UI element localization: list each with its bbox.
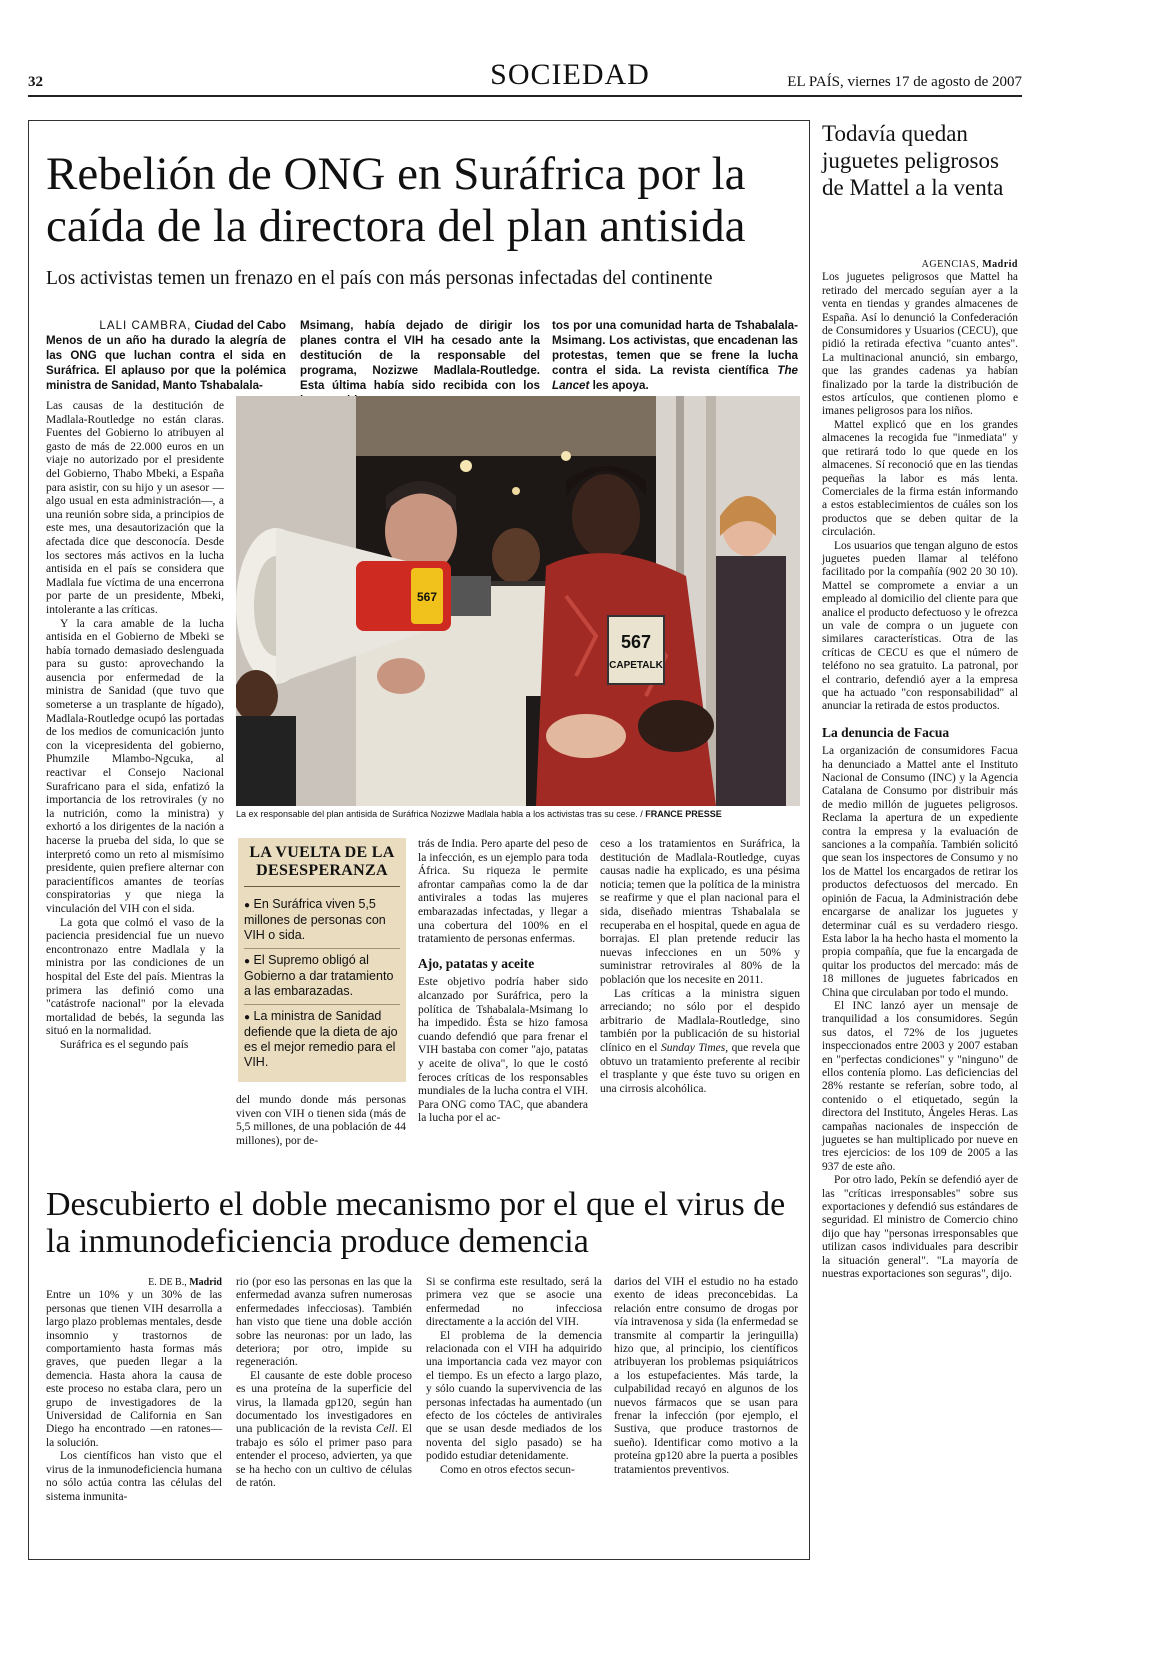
photo-credit: FRANCE PRESSE <box>645 809 722 819</box>
body-column-1 <box>46 400 224 1053</box>
paragraph: Este objetivo podría haber sido alcanzado por Suráfrica, pero la política de Tshabalala-Msimang lo ha impedido. Ésta se hizo famosa cuando defendió que para frenar el VIH bastaba con comer "ajo, patatas y aceite de oliva", lo que le costó feroces críticas de los responsables mundiales de la lucha contra el VIH. Para ONG como TAC, que abandera la lucha por el ac- <box>418 976 588 1125</box>
second-headline: Descubierto el doble mecanismo por el que el virus de la inmunodeficiencia produce demencia <box>46 1186 786 1260</box>
second-story-column-3 <box>426 1276 602 1477</box>
paragraph: La organización de consumidores Facua ha denunciado a Mattel ante el Instituto Nacional de Consumo (INC) y la Agencia Catalana de Consumo por distribuir más de medio millón de juguetes peligrosos. Reclama la apertura de un expediente contra la empresa y la evaluación de sanciones a la compañía. También solicitó que sean los inspectores de Consumo y no los de Mattel los encargados de retirar los productos defectuosos del mercado. En opinión de Facua, la Administración debe encargarse de analizar los juguetes y determinar cuál es su verdadero riesgo. Esta labor la ha hecho hasta el momento la propia compañía, que fue la encargada de quitar los productos del mercado: más de 18 millones de juguetes fabricados en China que circulaban por todo el mundo. <box>822 745 1018 999</box>
lead-column-1 <box>46 318 286 393</box>
paragraph: Mattel explicó que en los grandes almacenes la recogida fue "inmediata" y que retirará todo lo que quede en los almacenes. Sí reconoció que en las tiendas pequeñas la labor es más lenta. Comerciales de la firma están informando a estos establecimientos de cuáles son los productos que se deben quitar de la circulación. <box>822 418 1018 539</box>
second-story-column-2 <box>236 1276 412 1491</box>
paragraph: Entre un 10% y un 30% de las personas que tienen VIH desarrolla a largo plazo problemas mentales, desde insomnio y trastornos de comportamiento hasta formas más graves, que pueden llegar a la demencia. Hasta ahora la causa de este proceso no estaba clara, pero un grupo de investigadores de la Universidad de California en San Diego ha encontrado —en ratones— la solución. <box>46 1289 222 1449</box>
paragraph-text: El causante de este doble proceso es una proteína de la superficie del virus, la llamada gp120, según han documentado los investigadores en una publicación de la revista <box>236 1369 412 1436</box>
journal-name: The Lancet <box>552 364 798 392</box>
lead-text-1: Menos de un año ha durado la alegría de las ONG que luchan contra el sida en Suráfrica. El aplauso por que la polémica ministra de Sanidad, Manto Tshabalala- <box>46 334 286 392</box>
newspaper-name: Sunday Times <box>661 1041 726 1054</box>
megaphone-badge-text: 567 <box>416 590 438 604</box>
lead-column-2 <box>300 318 540 408</box>
byline <box>46 1276 222 1289</box>
mic-badge-number: 567 <box>620 632 652 652</box>
paragraph: Los científicos han visto que el virus de la inmunodeficiencia humana no sólo actúa contra las células del sistema inmunita- <box>46 1450 222 1503</box>
paragraph: Los usuarios que tengan alguno de estos juguetes pueden llamar al teléfono facilitado por la compañía (902 20 30 10). Mattel se compromete a enviar a un empleado al domicilio del cliente para que analice el producto defectuoso y le ofrezca un vale de compra o un juguete con similares características. Otra de las críticas de CECU es que el número de teléfono no sea gratuito. La patronal, por el contrario, defendió ayer a la empresa que ha actuado "con responsabilidad" al anunciar la retirada de estos productos. <box>822 539 1018 713</box>
paragraph: Suráfrica es el segundo país <box>60 1038 189 1051</box>
facts-box-title: LA VUELTA DE LA DESESPERANZA <box>244 844 400 887</box>
lead-text-3b: les apoya. <box>592 379 649 392</box>
lead-text-3a: tos por una comunidad harta de Tshabalala-Msimang. Los activistas, que encadenan las protestas, temen que se frene la lucha contra el sida. La revista científica <box>552 319 798 377</box>
body-column-2 <box>236 1094 406 1148</box>
second-story-column-4 <box>614 1276 798 1477</box>
section-title: SOCIEDAD <box>490 58 650 91</box>
paragraph: ceso a los tratamientos en Suráfrica, la destitución de Madlala-Routledge, cuyas causas nadie ha explicado, es una pésima noticia; temen que la política de la ministra se reafirme y que el plan nacional para el sida, diseñado mientras Tshabalala se recuperaba en el hospital, quede en agua de borrajas. El plan pretende reducir las nuevas infecciones en un 50% y suministrar retrovirales al 80% de la población que los necesite en 2011. <box>600 838 800 986</box>
facts-item-text: La ministra de Sanidad defiende que la dieta de ajo es el mejor remedio para el VIH. <box>244 1009 398 1069</box>
page-number: 32 <box>28 74 43 90</box>
facts-item <box>244 1005 400 1075</box>
paragraph: del mundo donde más personas viven con VIH o tienen sida (más de 5,5 millones, de una población de 44 millones), por de- <box>236 1094 406 1147</box>
main-subhead: Los activistas temen un frenazo en el país con más personas infectadas del continente <box>46 268 713 289</box>
mic-badge-text: CAPETALK <box>609 660 663 671</box>
dateline: EL PAÍS, viernes 17 de agosto de 2007 <box>787 74 1022 90</box>
photo-caption <box>236 809 800 819</box>
paragraph: trás de India. Pero aparte del peso de la infección, es un ejemplo para toda África. Su riqueza le permite afrontar campañas como la de dar antivirales a todas las mujeres embarazadas infectadas, y llegar a una cobertura del 100% en el tratamiento de personas enfermas. <box>418 838 588 946</box>
photo-caption-text: La ex responsable del plan antisida de Suráfrica Nozizwe Madlala habla a los activistas tras su cese. / <box>236 809 643 819</box>
paragraph <box>600 988 800 1097</box>
bullet-icon: ● <box>244 1012 251 1023</box>
paragraph: La gota que colmó el vaso de la paciencia presidencial fue un nuevo encontronazo entre Madlala y la ministra por las condiciones de un hospital del Este del país. Mientras la primera las definió como una "catástrofe nacional" por la elevada mortalidad de bebés, la segunda las situó en la normalidad. <box>46 916 224 1038</box>
byline-place: Madrid <box>982 259 1018 270</box>
second-story-column-1 <box>46 1276 222 1504</box>
byline-name: E. DE B., <box>148 1277 187 1288</box>
byline-name: AGENCIAS, <box>921 259 980 270</box>
byline-place: Ciudad del Cabo <box>194 319 286 332</box>
main-headline: Rebelión de ONG en Suráfrica por la caída de la directora del plan antisida <box>46 148 746 252</box>
facts-box <box>238 838 406 1082</box>
facts-item-text: El Supremo obligó al Gobierno a dar tratamiento a las embarazadas. <box>244 953 394 998</box>
lead-column-3 <box>552 318 798 393</box>
crosshead: La denuncia de Facua <box>822 724 950 740</box>
paragraph: El problema de la demencia relacionada con el VIH ha adquirido una importancia cada vez mayor con el tiempo. Es un efecto a largo plazo, y sólo cuando la supervivencia de las personas infectadas ha aumentado (un efecto de los cócteles de antivirales que se usan desde mediados de los noventa del siglo pasado) se ha podido estudiar detenidamente. <box>426 1329 602 1463</box>
paragraph: Las causas de la destitución de Madlala-Routledge no están claras. Fuentes del Gobierno lo atribuyen al gasto de más de 22.000 euros en un viaje no autorizado por el presidente del Gobierno, Thabo Mbeki, a España para asistir, con su hijo y un asesor —algo usual en esta administración—, a una reunión sobre sida, a principios de este mes, una desautorización que la afectada dice que desconocía. Desde los sectores más activos en la lucha antisida en el país se considera que Madlala fue víctima de una encerrona por parte de un presidente, Mbeki, intolerante a las críticas. <box>46 400 224 616</box>
body-column-4 <box>600 838 800 1096</box>
bullet-icon: ● <box>244 956 251 967</box>
right-story-column <box>822 258 1018 1281</box>
facts-item <box>244 949 400 1005</box>
journal-name: Cell <box>375 1423 395 1436</box>
lead-text-2: Msimang, había dejado de dirigir los planes contra el VIH ha cesado ante la destitución de la responsable del programa, Nozizwe Madlala-Routledge. Esta última había sido recibida con los <box>300 319 540 392</box>
paragraph <box>236 1370 412 1491</box>
news-photo <box>236 396 800 806</box>
byline-place: Madrid <box>189 1277 222 1288</box>
paragraph: darios del VIH el estudio no ha estado exento de ideas preconcebidas. La relación entre consumo de drogas por vía intravenosa y sida (la enfermedad se transmite al compartir la jeringuilla) hizo que, al principio, los científicos atribuyeran los problemas psiquiátricos a los estupefacientes. Más tarde, la culpabilidad recayó en algunos de los nuevos fármacos que se usan para frenar la infección (por ejemplo, el Sustiva, que produce trastornos de sueño). Identificar como motivo a la proteína gp120 abre la puerta a posibles tratamientos preventivos. <box>614 1276 798 1476</box>
crosshead: Ajo, patatas y aceite <box>418 955 535 971</box>
paragraph: rio (por eso las personas en las que la enfermedad avanza sufren numerosas enfermedades infecciosas). También han visto que tiene una doble acción sobre las neuronas: por un lado, las deteriora; por otro, impide su regeneración. <box>236 1276 412 1369</box>
paragraph: Como en otros efectos secun- <box>440 1463 575 1476</box>
body-column-3 <box>418 838 588 1126</box>
paragraph-text: . El trabajo es sólo el primer paso para entender el proceso, advierten, ya que se ha hecho con un cultivo de células de ratón. <box>236 1423 412 1490</box>
facts-item-text: En Suráfrica viven 5,5 millones de personas con VIH o sida. <box>244 897 386 942</box>
paragraph: Por otro lado, Pekín se defendió ayer de las "críticas irresponsables" sobre sus exportaciones y defendió sus estándares de seguridad. El ministro de Comercio chino dijo que hay "personas irresponsables que utilizan casos individuales para describir la situación general". "La mayoría de nuestras exportaciones son seguras", dijo. <box>822 1174 1018 1281</box>
paragraph-text: Las críticas a la ministra siguen arreciando; no sólo por el despido arbitrario de Madlala-Routledge, sino también por la publicación de su historial clínico en el <box>600 987 800 1054</box>
byline <box>822 258 1018 271</box>
paragraph: Y la cara amable de la lucha antisida en el Gobierno de Mbeki se había tornado demasiado deslenguada para su gusto: aprovechando la ausencia por enfermedad de la ministra de Sanidad (que tuvo que someterse a un trasplante de hígado), Madlala-Routledge ocupó las portadas de los medios de comunicación junto con la vicepresidenta del gobierno, Phumzile Mlambo-Ngcuka, al reactivar el Consejo Nacional Surafricano para el sida, enfatizó la importancia de los retrovirales (y no la nutrición, como la ministra) y exhortó a los dirigentes de la nación a hacerse la prueba del sida, lo que se interpretó como un reto al mismísimo presidente, quien prefiere alternar con paracientíficos amantes de teorías conspiratorias y que niega la vinculación del VIH con el sida. <box>46 617 224 915</box>
right-headline: Todavía quedan juguetes peligrosos de Mattel a la venta <box>822 121 1004 200</box>
paragraph: Los juguetes peligrosos que Mattel ha retirado del mercado seguían ayer a la venta en tiendas y grandes almacenes de España. Así lo denunció la Confederación de Consumidores y Usuarios (CECU), que pidió la retirada efectiva "cuanto antes". La multinacional anunció, sin embargo, que las grandes cadenas ya habían finalizado por la tarde la distribución de estos artículos, que contienen plomo e imanes peligrosos para los niños. <box>822 271 1018 418</box>
facts-item <box>244 893 400 949</box>
header-rule <box>28 95 1022 97</box>
paragraph: Si se confirma este resultado, será la primera vez que se asocie una enfermedad no infecciosa directamente a la acción del VIH. <box>426 1276 602 1329</box>
byline: LALI CAMBRA, <box>99 319 192 332</box>
bullet-icon: ● <box>244 900 251 911</box>
paragraph-text: , que revela que obtuvo un tratamiento preferente al recibir el trasplante y que éste tuvo su origen en una cirrosis alcohólica. <box>600 1041 801 1095</box>
paragraph: El INC lanzó ayer un mensaje de tranquilidad a los consumidores. Según sus datos, el 72% de los juguetes inspeccionados entre 2003 y 2007 estaban en "perfectas condiciones" y "ninguno" de ellos contenía plomo. Las deficiencias del 28% restante se referían, sobre todo, al contenido o el etiquetado, según la directora del Instituto, Ángeles Heras. Las campañas nacionales de inspección de juguetes se han multiplicado por nueve en tres ejercicios: de los 109 de 2005 a las 937 de este año. <box>822 999 1018 1173</box>
